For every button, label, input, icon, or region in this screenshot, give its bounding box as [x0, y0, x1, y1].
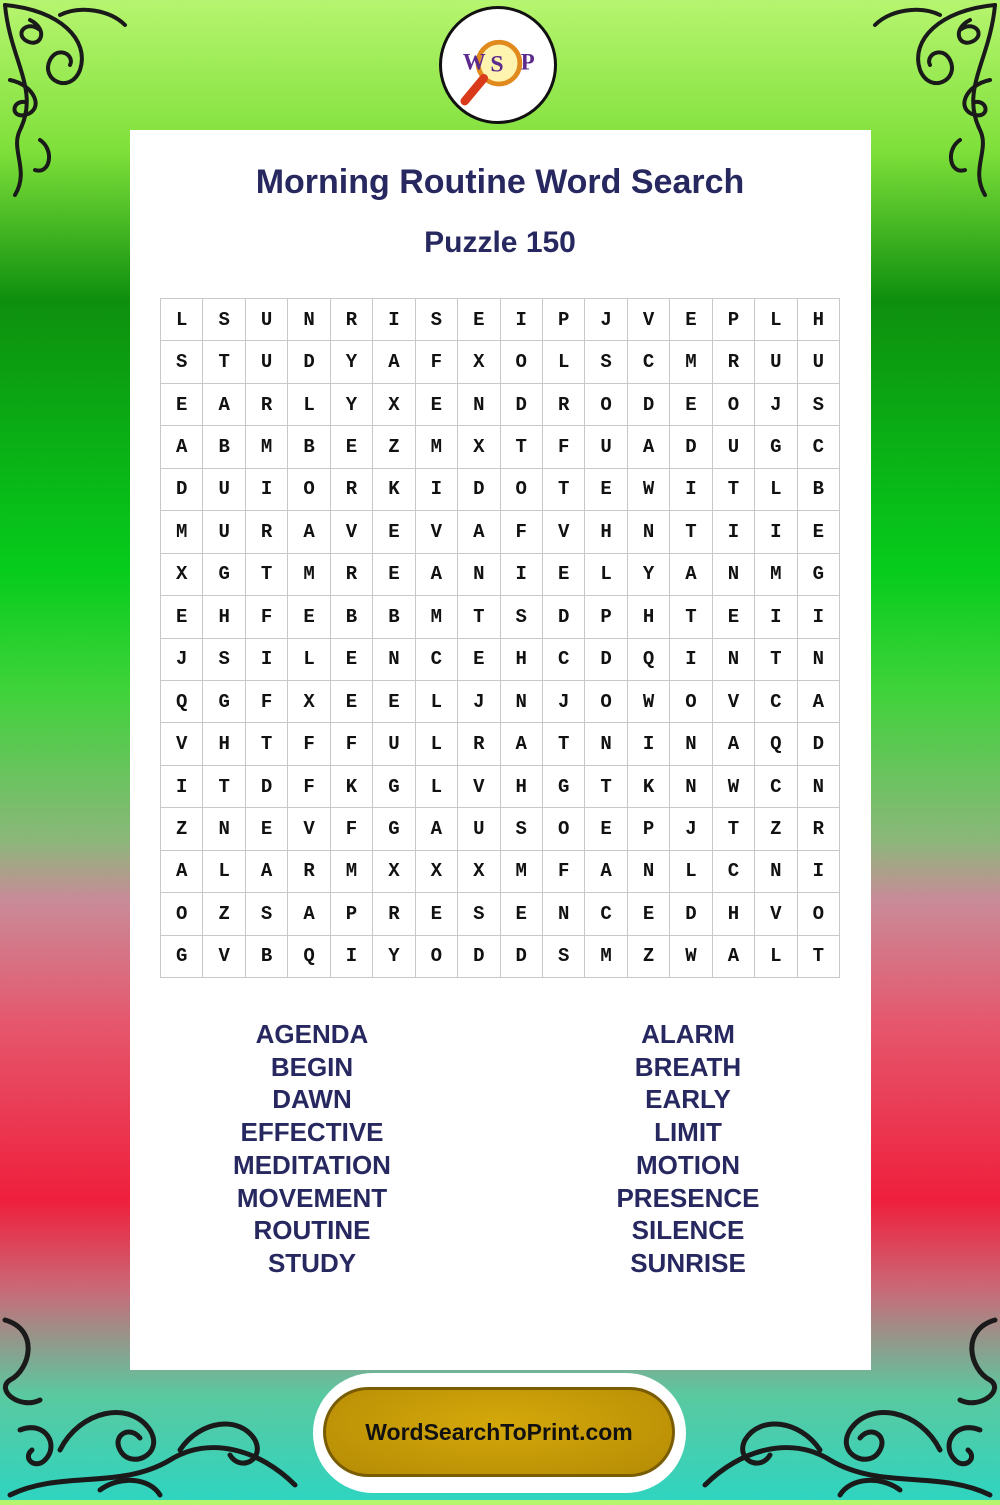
- grid-cell[interactable]: P: [585, 596, 627, 638]
- grid-cell[interactable]: T: [203, 341, 245, 383]
- grid-cell[interactable]: B: [288, 426, 330, 468]
- grid-cell[interactable]: I: [713, 511, 755, 553]
- grid-cell[interactable]: P: [331, 893, 373, 935]
- grid-cell[interactable]: T: [543, 469, 585, 511]
- grid-cell[interactable]: X: [161, 554, 203, 596]
- grid-cell[interactable]: I: [798, 596, 840, 638]
- grid-cell[interactable]: E: [161, 384, 203, 426]
- grid-cell[interactable]: G: [543, 766, 585, 808]
- grid-cell[interactable]: L: [543, 341, 585, 383]
- word-item: AGENDA: [255, 1019, 369, 1049]
- grid-cell[interactable]: T: [670, 511, 712, 553]
- grid-cell[interactable]: U: [373, 723, 415, 765]
- grid-cell[interactable]: M: [585, 936, 627, 978]
- grid-cell[interactable]: E: [628, 893, 670, 935]
- grid-cell[interactable]: R: [246, 384, 288, 426]
- grid-cell[interactable]: G: [798, 554, 840, 596]
- grid-cell[interactable]: C: [755, 681, 797, 723]
- grid-cell[interactable]: T: [203, 766, 245, 808]
- grid-cell[interactable]: F: [543, 426, 585, 468]
- grid-cell[interactable]: L: [416, 681, 458, 723]
- grid-cell[interactable]: D: [798, 723, 840, 765]
- grid-cell[interactable]: C: [713, 851, 755, 893]
- grid-cell[interactable]: H: [203, 723, 245, 765]
- grid-cell[interactable]: A: [246, 851, 288, 893]
- grid-cell[interactable]: I: [501, 554, 543, 596]
- grid-cell[interactable]: N: [203, 808, 245, 850]
- grid-cell[interactable]: O: [288, 469, 330, 511]
- grid-cell[interactable]: D: [585, 639, 627, 681]
- grid-cell[interactable]: S: [501, 596, 543, 638]
- grid-cell[interactable]: S: [798, 384, 840, 426]
- grid-cell[interactable]: B: [331, 596, 373, 638]
- grid-cell[interactable]: R: [543, 384, 585, 426]
- grid-cell[interactable]: N: [670, 723, 712, 765]
- grid-cell[interactable]: F: [246, 681, 288, 723]
- grid-cell[interactable]: E: [246, 808, 288, 850]
- grid-cell[interactable]: L: [755, 469, 797, 511]
- grid-cell[interactable]: U: [798, 341, 840, 383]
- grid-cell[interactable]: M: [416, 596, 458, 638]
- word-item: BEGIN: [270, 1051, 354, 1082]
- grid-cell[interactable]: I: [798, 851, 840, 893]
- grid-cell[interactable]: M: [288, 554, 330, 596]
- grid-cell[interactable]: E: [501, 893, 543, 935]
- grid-cell[interactable]: I: [416, 469, 458, 511]
- logo-letter-p: P: [520, 49, 535, 75]
- word-item: EARLY: [645, 1084, 731, 1115]
- grid-cell[interactable]: J: [161, 639, 203, 681]
- grid-cell[interactable]: V: [288, 808, 330, 850]
- grid-cell[interactable]: B: [798, 469, 840, 511]
- grid-cell[interactable]: T: [501, 426, 543, 468]
- grid-cell[interactable]: N: [628, 851, 670, 893]
- grid-cell[interactable]: I: [246, 469, 288, 511]
- grid-cell[interactable]: W: [713, 766, 755, 808]
- grid-cell[interactable]: T: [458, 596, 500, 638]
- grid-cell[interactable]: E: [416, 384, 458, 426]
- grid-cell[interactable]: H: [203, 596, 245, 638]
- grid-cell[interactable]: N: [713, 554, 755, 596]
- grid-cell[interactable]: S: [501, 808, 543, 850]
- grid-cell[interactable]: U: [755, 341, 797, 383]
- grid-cell[interactable]: T: [755, 639, 797, 681]
- grid-cell[interactable]: D: [628, 384, 670, 426]
- grid-cell[interactable]: A: [585, 851, 627, 893]
- grid-cell[interactable]: M: [246, 426, 288, 468]
- grid-cell[interactable]: W: [628, 681, 670, 723]
- grid-cell[interactable]: A: [161, 851, 203, 893]
- grid-cell[interactable]: A: [713, 723, 755, 765]
- grid-cell[interactable]: O: [670, 681, 712, 723]
- grid-cell[interactable]: O: [501, 341, 543, 383]
- wsp-logo[interactable]: [439, 6, 557, 124]
- grid-cell[interactable]: A: [798, 681, 840, 723]
- word-item: SILENCE: [631, 1215, 745, 1246]
- grid-cell[interactable]: U: [585, 426, 627, 468]
- grid-cell[interactable]: L: [203, 851, 245, 893]
- grid-cell[interactable]: L: [585, 554, 627, 596]
- grid-cell[interactable]: A: [713, 936, 755, 978]
- grid-cell[interactable]: R: [458, 723, 500, 765]
- grid-cell[interactable]: A: [628, 426, 670, 468]
- grid-cell[interactable]: N: [798, 766, 840, 808]
- grid-cell[interactable]: X: [373, 384, 415, 426]
- grid-cell[interactable]: X: [458, 341, 500, 383]
- grid-cell[interactable]: E: [373, 681, 415, 723]
- grid-cell[interactable]: S: [585, 341, 627, 383]
- grid-cell[interactable]: C: [416, 639, 458, 681]
- grid-cell[interactable]: V: [755, 893, 797, 935]
- grid-cell[interactable]: E: [331, 426, 373, 468]
- grid-cell[interactable]: T: [798, 936, 840, 978]
- grid-cell[interactable]: Z: [373, 426, 415, 468]
- grid-cell[interactable]: J: [670, 808, 712, 850]
- grid-cell[interactable]: N: [501, 681, 543, 723]
- grid-cell[interactable]: I: [670, 639, 712, 681]
- grid-cell[interactable]: W: [670, 936, 712, 978]
- grid-cell[interactable]: M: [670, 341, 712, 383]
- grid-cell[interactable]: E: [670, 299, 712, 341]
- word-list-right: [538, 1018, 838, 1280]
- grid-cell[interactable]: R: [713, 341, 755, 383]
- grid-cell[interactable]: P: [628, 808, 670, 850]
- word-item: LIMIT: [654, 1117, 722, 1148]
- letter-grid[interactable]: [160, 298, 840, 978]
- grid-cell[interactable]: Q: [161, 681, 203, 723]
- grid-cell[interactable]: H: [713, 893, 755, 935]
- grid-cell[interactable]: V: [543, 511, 585, 553]
- grid-cell[interactable]: E: [670, 384, 712, 426]
- grid-cell[interactable]: G: [755, 426, 797, 468]
- grid-cell[interactable]: U: [203, 469, 245, 511]
- grid-cell[interactable]: E: [331, 639, 373, 681]
- grid-cell[interactable]: M: [161, 511, 203, 553]
- word-item: STUDY: [267, 1247, 357, 1278]
- grid-cell[interactable]: I: [246, 639, 288, 681]
- grid-cell[interactable]: W: [628, 469, 670, 511]
- grid-cell[interactable]: R: [373, 893, 415, 935]
- grid-cell[interactable]: E: [543, 554, 585, 596]
- grid-cell[interactable]: H: [585, 511, 627, 553]
- grid-cell[interactable]: U: [458, 808, 500, 850]
- grid-cell[interactable]: V: [331, 511, 373, 553]
- grid-cell[interactable]: X: [288, 681, 330, 723]
- word-item: MOVEMENT: [236, 1182, 388, 1213]
- grid-cell[interactable]: E: [458, 639, 500, 681]
- grid-cell[interactable]: N: [713, 639, 755, 681]
- grid-cell[interactable]: N: [458, 384, 500, 426]
- grid-cell[interactable]: D: [161, 469, 203, 511]
- grid-cell[interactable]: F: [331, 723, 373, 765]
- logo-letter-w: W: [462, 49, 486, 75]
- grid-cell[interactable]: G: [203, 554, 245, 596]
- grid-cell[interactable]: N: [628, 511, 670, 553]
- word-item: BREATH: [634, 1051, 742, 1082]
- grid-cell[interactable]: A: [501, 723, 543, 765]
- grid-cell[interactable]: E: [458, 299, 500, 341]
- word-item: MOTION: [636, 1149, 740, 1180]
- grid-cell[interactable]: D: [501, 384, 543, 426]
- word-item: PRESENCE: [616, 1182, 760, 1213]
- grid-cell[interactable]: H: [628, 596, 670, 638]
- grid-cell[interactable]: X: [458, 851, 500, 893]
- grid-cell[interactable]: C: [798, 426, 840, 468]
- grid-cell[interactable]: Z: [755, 808, 797, 850]
- grid-cell[interactable]: A: [670, 554, 712, 596]
- grid-cell[interactable]: G: [203, 681, 245, 723]
- grid-cell[interactable]: L: [416, 723, 458, 765]
- word-item: ALARM: [641, 1019, 735, 1049]
- grid-cell[interactable]: V: [161, 723, 203, 765]
- grid-cell[interactable]: I: [628, 723, 670, 765]
- grid-cell[interactable]: U: [203, 511, 245, 553]
- grid-cell[interactable]: V: [203, 936, 245, 978]
- grid-cell[interactable]: R: [331, 554, 373, 596]
- grid-cell[interactable]: E: [585, 808, 627, 850]
- word-item: ROUTINE: [253, 1215, 371, 1246]
- grid-cell[interactable]: S: [246, 893, 288, 935]
- grid-cell[interactable]: F: [416, 341, 458, 383]
- grid-cell[interactable]: I: [755, 596, 797, 638]
- grid-cell[interactable]: Q: [755, 723, 797, 765]
- grid-cell[interactable]: T: [543, 723, 585, 765]
- grid-cell[interactable]: D: [458, 469, 500, 511]
- grid-cell[interactable]: V: [713, 681, 755, 723]
- grid-cell[interactable]: O: [501, 469, 543, 511]
- grid-cell[interactable]: O: [416, 936, 458, 978]
- grid-cell[interactable]: S: [416, 299, 458, 341]
- grid-cell[interactable]: E: [416, 893, 458, 935]
- grid-cell[interactable]: I: [373, 299, 415, 341]
- grid-cell[interactable]: J: [543, 681, 585, 723]
- grid-cell[interactable]: O: [543, 808, 585, 850]
- puzzle-number: Puzzle 150: [424, 226, 576, 259]
- grid-cell[interactable]: F: [501, 511, 543, 553]
- grid-cell[interactable]: E: [161, 596, 203, 638]
- grid-cell[interactable]: R: [331, 299, 373, 341]
- grid-cell[interactable]: F: [331, 808, 373, 850]
- grid-cell[interactable]: I: [755, 511, 797, 553]
- grid-cell[interactable]: O: [713, 384, 755, 426]
- grid-cell[interactable]: X: [458, 426, 500, 468]
- grid-cell[interactable]: E: [713, 596, 755, 638]
- grid-cell[interactable]: E: [798, 511, 840, 553]
- grid-cell[interactable]: S: [203, 639, 245, 681]
- grid-cell[interactable]: L: [416, 766, 458, 808]
- grid-cell[interactable]: J: [755, 384, 797, 426]
- grid-cell[interactable]: O: [585, 384, 627, 426]
- website-link[interactable]: WordSearchToPrint.com: [323, 1387, 675, 1477]
- grid-cell[interactable]: T: [713, 469, 755, 511]
- grid-cell[interactable]: A: [416, 808, 458, 850]
- grid-cell[interactable]: S: [161, 341, 203, 383]
- grid-cell[interactable]: N: [288, 299, 330, 341]
- grid-cell[interactable]: T: [246, 723, 288, 765]
- grid-cell[interactable]: O: [585, 681, 627, 723]
- grid-cell[interactable]: L: [670, 851, 712, 893]
- grid-cell[interactable]: G: [373, 766, 415, 808]
- grid-cell[interactable]: K: [373, 469, 415, 511]
- grid-cell[interactable]: E: [585, 469, 627, 511]
- grid-cell[interactable]: U: [246, 341, 288, 383]
- grid-cell[interactable]: R: [246, 511, 288, 553]
- grid-cell[interactable]: D: [288, 341, 330, 383]
- grid-cell[interactable]: C: [543, 639, 585, 681]
- grid-cell[interactable]: H: [501, 766, 543, 808]
- grid-cell[interactable]: Y: [628, 554, 670, 596]
- grid-cell[interactable]: E: [288, 596, 330, 638]
- grid-cell[interactable]: R: [288, 851, 330, 893]
- grid-cell[interactable]: F: [246, 596, 288, 638]
- grid-cell[interactable]: X: [373, 851, 415, 893]
- grid-cell[interactable]: P: [713, 299, 755, 341]
- grid-cell[interactable]: C: [755, 766, 797, 808]
- grid-cell[interactable]: F: [543, 851, 585, 893]
- word-item: DAWN: [272, 1084, 352, 1115]
- grid-cell[interactable]: S: [543, 936, 585, 978]
- grid-cell[interactable]: N: [543, 893, 585, 935]
- grid-cell[interactable]: G: [373, 808, 415, 850]
- grid-cell[interactable]: C: [585, 893, 627, 935]
- grid-cell[interactable]: Z: [628, 936, 670, 978]
- grid-cell[interactable]: R: [798, 808, 840, 850]
- grid-cell[interactable]: T: [246, 554, 288, 596]
- grid-cell[interactable]: N: [798, 639, 840, 681]
- grid-cell[interactable]: T: [585, 766, 627, 808]
- grid-cell[interactable]: M: [331, 851, 373, 893]
- grid-cell[interactable]: D: [458, 936, 500, 978]
- page-title: Morning Routine Word Search: [255, 163, 745, 201]
- grid-cell[interactable]: M: [416, 426, 458, 468]
- grid-cell[interactable]: Y: [331, 341, 373, 383]
- grid-cell[interactable]: D: [670, 893, 712, 935]
- grid-cell[interactable]: D: [543, 596, 585, 638]
- grid-cell[interactable]: V: [458, 766, 500, 808]
- grid-cell[interactable]: F: [288, 766, 330, 808]
- grid-cell[interactable]: N: [373, 639, 415, 681]
- grid-cell[interactable]: I: [161, 766, 203, 808]
- grid-cell[interactable]: R: [331, 469, 373, 511]
- grid-cell[interactable]: O: [798, 893, 840, 935]
- grid-cell[interactable]: D: [670, 426, 712, 468]
- word-list-left: [162, 1018, 462, 1280]
- grid-cell[interactable]: H: [501, 639, 543, 681]
- grid-cell[interactable]: S: [203, 299, 245, 341]
- grid-cell[interactable]: J: [585, 299, 627, 341]
- grid-cell[interactable]: I: [670, 469, 712, 511]
- grid-cell[interactable]: M: [755, 554, 797, 596]
- grid-cell[interactable]: G: [161, 936, 203, 978]
- grid-cell[interactable]: L: [161, 299, 203, 341]
- grid-cell[interactable]: S: [458, 893, 500, 935]
- grid-cell[interactable]: T: [713, 808, 755, 850]
- grid-cell[interactable]: Z: [203, 893, 245, 935]
- grid-cell[interactable]: Y: [331, 384, 373, 426]
- grid-cell[interactable]: B: [203, 426, 245, 468]
- grid-cell[interactable]: X: [416, 851, 458, 893]
- grid-cell[interactable]: D: [246, 766, 288, 808]
- grid-cell[interactable]: N: [670, 766, 712, 808]
- grid-cell[interactable]: E: [373, 554, 415, 596]
- grid-cell[interactable]: K: [331, 766, 373, 808]
- grid-cell[interactable]: C: [628, 341, 670, 383]
- word-item: EFFECTIVE: [240, 1117, 384, 1148]
- grid-cell[interactable]: Q: [628, 639, 670, 681]
- word-item: MEDITATION: [233, 1149, 391, 1180]
- grid-cell[interactable]: U: [713, 426, 755, 468]
- grid-cell[interactable]: N: [585, 723, 627, 765]
- grid-cell[interactable]: Q: [288, 936, 330, 978]
- grid-cell[interactable]: D: [501, 936, 543, 978]
- grid-cell[interactable]: Y: [373, 936, 415, 978]
- grid-cell[interactable]: O: [161, 893, 203, 935]
- grid-cell[interactable]: N: [458, 554, 500, 596]
- grid-cell[interactable]: N: [755, 851, 797, 893]
- grid-cell[interactable]: A: [288, 511, 330, 553]
- grid-cell[interactable]: V: [628, 299, 670, 341]
- grid-cell[interactable]: L: [288, 639, 330, 681]
- grid-cell[interactable]: A: [288, 893, 330, 935]
- grid-cell[interactable]: H: [798, 299, 840, 341]
- word-item: SUNRISE: [630, 1247, 746, 1278]
- grid-cell[interactable]: B: [246, 936, 288, 978]
- grid-cell[interactable]: F: [288, 723, 330, 765]
- grid-cell[interactable]: A: [416, 554, 458, 596]
- grid-cell[interactable]: M: [501, 851, 543, 893]
- grid-cell[interactable]: E: [373, 511, 415, 553]
- grid-cell[interactable]: B: [373, 596, 415, 638]
- grid-cell[interactable]: V: [416, 511, 458, 553]
- grid-cell[interactable]: A: [161, 426, 203, 468]
- grid-cell[interactable]: E: [331, 681, 373, 723]
- grid-cell[interactable]: P: [543, 299, 585, 341]
- grid-cell[interactable]: K: [628, 766, 670, 808]
- grid-cell[interactable]: I: [501, 299, 543, 341]
- grid-cell[interactable]: J: [458, 681, 500, 723]
- grid-cell[interactable]: Z: [161, 808, 203, 850]
- logo-letter-s: S: [490, 51, 504, 78]
- grid-cell[interactable]: L: [755, 936, 797, 978]
- grid-cell[interactable]: A: [373, 341, 415, 383]
- grid-cell[interactable]: U: [246, 299, 288, 341]
- grid-cell[interactable]: I: [331, 936, 373, 978]
- grid-cell[interactable]: A: [203, 384, 245, 426]
- grid-cell[interactable]: T: [670, 596, 712, 638]
- grid-cell[interactable]: A: [458, 511, 500, 553]
- grid-cell[interactable]: L: [288, 384, 330, 426]
- grid-cell[interactable]: L: [755, 299, 797, 341]
